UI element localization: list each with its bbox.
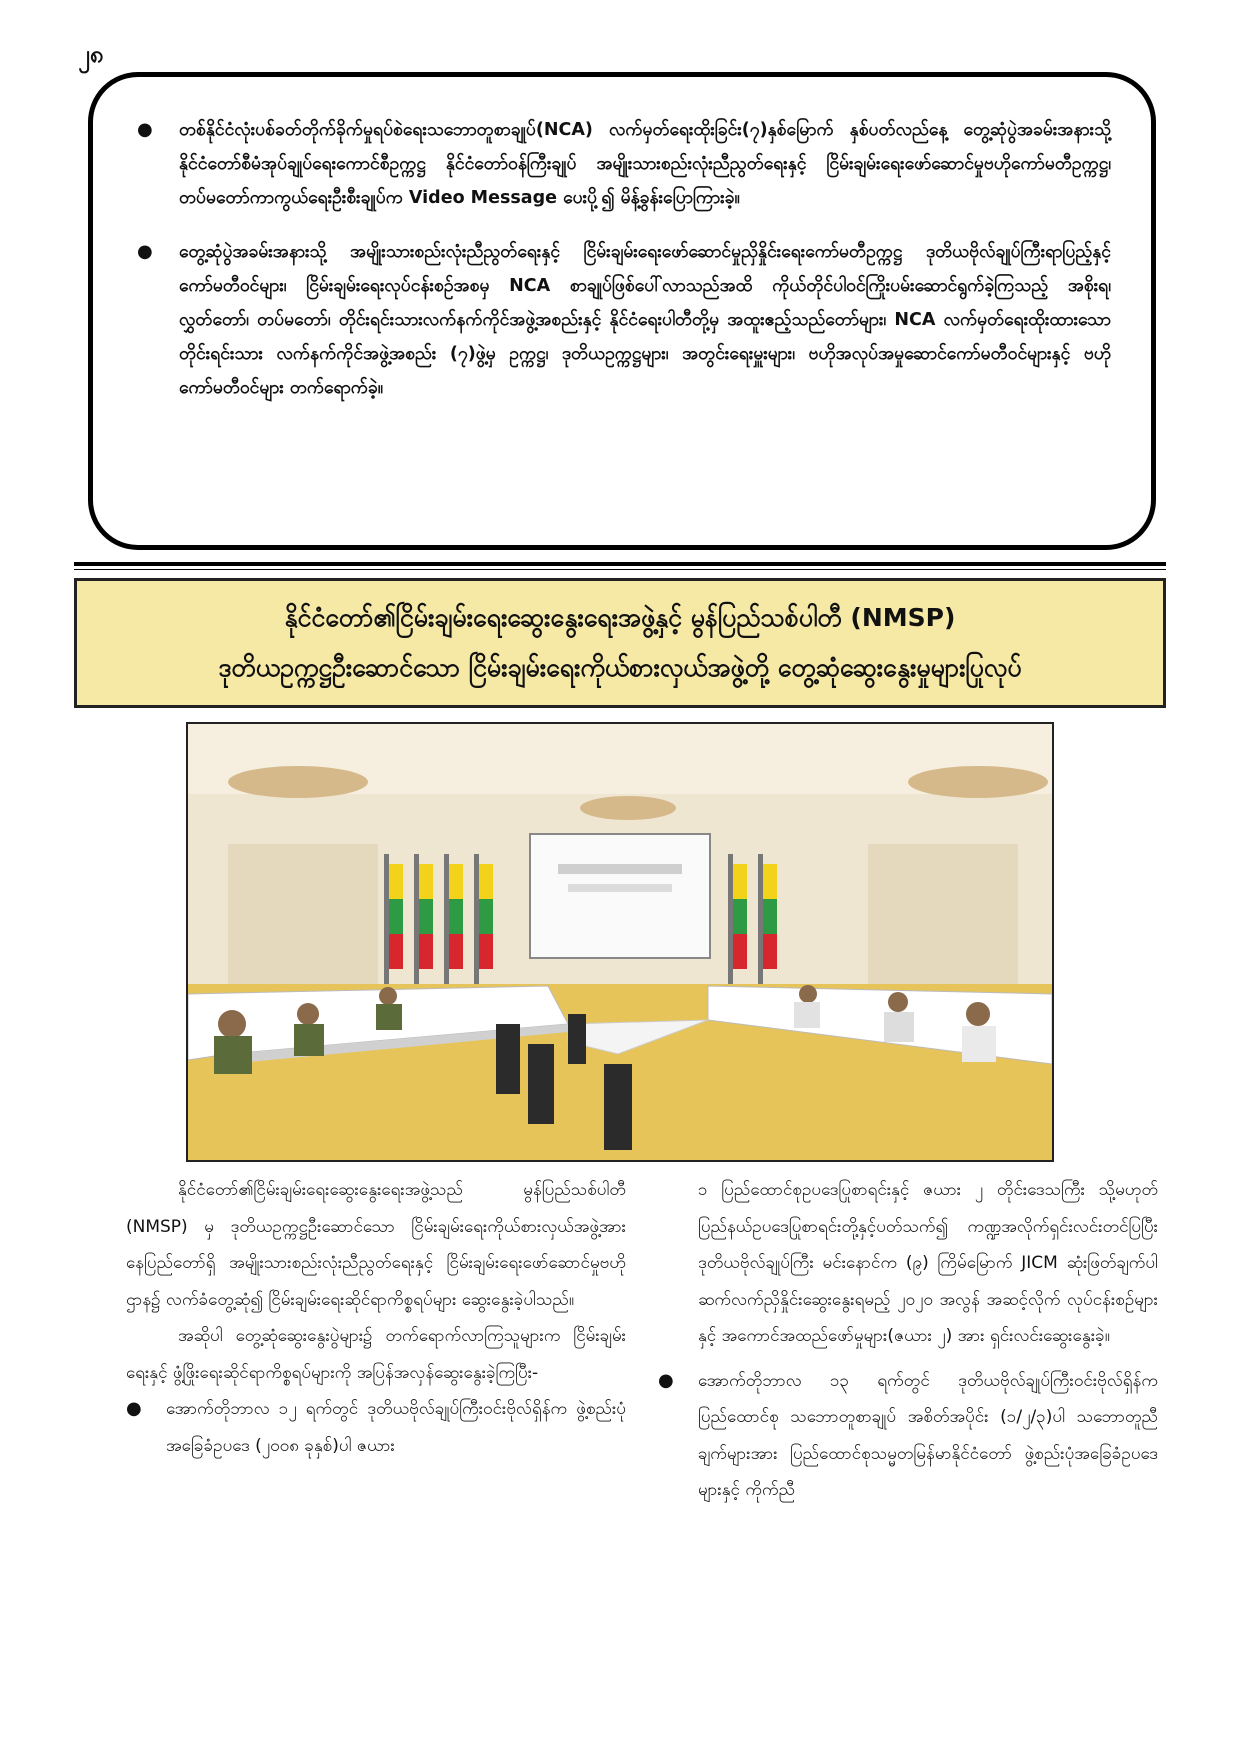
body-paragraph: နိုင်ငံတော်၏ငြိမ်းချမ်းရေးဆွေးနွေးရေးအဖွဲ့သည် မွန်ပြည်သစ်ပါတီ (NMSP) မှ ဒုတိယဥက္ကဋ္ဌဦးဆောင်သော ငြိမ်းချမ်းရေးကိုယ်စားလှယ်အဖွဲ့အား နေပြည်တော်ရှိ အမျိုးသားစည်းလုံးညီညွတ်ရေးနှင့် ငြိမ်းချမ်းရေးဖော်ဆောင်မှုဗဟိုဌာန၌ လက်ခံတွေ့ဆုံ၍ ငြိမ်းချမ်းရေးဆိုင်ရာကိစ္စရပ်များ ဆွေးနွေးခဲ့ပါသည်။ bbox=[126, 1180, 626, 1310]
meeting-room-photo-icon bbox=[188, 724, 1052, 1160]
body-bullet-continuation: ၁ ပြည်ထောင်စုဥပဒေပြုစာရင်းနှင့် ဇယား ၂ တိုင်းဒေသကြီး သို့မဟုတ် ပြည်နယ်ဥပဒေပြုစာရင်းတို့နှင့်ပတ်သက်၍ ကဏ္ဍအလိုက်ရှင်းလင်းတင်ပြပြီး ဒုတိယဗိုလ်ချုပ်ကြီး မင်းနောင်က (၉) ကြိမ်မြောက် JICM ဆုံးဖြတ်ချက်ပါ ဆက်လက်ညှိနှိုင်းဆွေးနွေးရမည့် ၂၀၂၀ အလွန် အဆင့်လိုက် လုပ်ငန်းစဉ်များနှင့် အကောင်အထည်ဖော်မှုများ(ဇယား ၂) အား ရှင်းလင်းဆွေးနွေးခဲ့။ bbox=[698, 1180, 1158, 1346]
divider-thin bbox=[74, 569, 1166, 570]
headline-line-2: ဒုတိယဥက္ကဋ္ဌဦးဆောင်သော ငြိမ်းချမ်းရေးကိုယ်စားလှယ်အဖွဲ့တို့ တွေ့ဆုံဆွေးနွေးမှုများပြုလုပ် bbox=[218, 653, 1022, 682]
summary-box bbox=[88, 72, 1156, 550]
body-column-left bbox=[126, 1172, 626, 1464]
summary-bullet: ● တစ်နိုင်ငံလုံးပစ်ခတ်တိုက်ခိုက်မှုရပ်စဲရေးသဘောတူစာချုပ်(NCA) လက်မှတ်ရေးထိုးခြင်း(၇)နှစ်မြောက် နှစ်ပတ်လည်နေ့ တွေ့ဆုံပွဲအခမ်းအနားသို့ နိုင်ငံတော်စီမံအုပ်ချုပ်ရေးကောင်စီဥက္ကဋ္ဌ နိုင်ငံတော်ဝန်ကြီးချုပ် အမျိုးသားစည်းလုံးညီညွတ်ရေးနှင့် ငြိမ်းချမ်းရေးဖော်ဆောင်မှုဗဟိုကော်မတီဥက္ကဋ္ဌ၊ တပ်မတော်ကာကွယ်ရေးဦးစီးချုပ်က Video Message ပေးပို့၍ မိန့်ခွန်းပြောကြားခဲ့။ bbox=[133, 113, 1111, 215]
headline-line-1: နိုင်ငံတော်၏ငြိမ်းချမ်းရေးဆွေးနွေးရေးအဖွဲ့နှင့် မွန်ပြည်သစ်ပါတီ (NMSP) bbox=[284, 603, 956, 632]
headline-box bbox=[74, 578, 1166, 708]
summary-list bbox=[133, 113, 1111, 405]
divider-thick bbox=[74, 562, 1166, 566]
summary-bullet: ● တွေ့ဆုံပွဲအခမ်းအနားသို့ အမျိုးသားစည်းလုံးညီညွတ်ရေးနှင့် ငြိမ်းချမ်းရေးဖော်ဆောင်မှုညှိနှိုင်းရေးကော်မတီဥက္ကဋ္ဌ ဒုတိယဗိုလ်ချုပ်ကြီးရာပြည့်နှင့် ကော်မတီဝင်များ၊ ငြိမ်းချမ်းရေးလုပ်ငန်းစဉ်အစမှ NCA စာချုပ်ဖြစ်ပေါ်လာသည်အထိ ကိုယ်တိုင်ပါဝင်ကြိုးပမ်းဆောင်ရွက်ခဲ့ကြသည့် အစိုးရ၊ လွှတ်တော်၊ တပ်မတော်၊ တိုင်းရင်းသားလက်နက်ကိုင်အဖွဲ့အစည်းနှင့် နိုင်ငံရေးပါတီတို့မှ အထူးဧည့်သည်တော်များ၊ NCA လက်မှတ်ရေးထိုးထားသော တိုင်းရင်းသား လက်နက်ကိုင်အဖွဲ့အစည်း (၇)ဖွဲ့မှ ဥက္ကဋ္ဌ၊ ဒုတိယဥက္ကဋ္ဌများ၊ အတွင်းရေးမှူးများ၊ ဗဟိုအလုပ်အမှုဆောင်ကော်မတီဝင်များနှင့် ဗဟိုကော်မတီဝင်များ တက်ရောက်ခဲ့။ bbox=[133, 235, 1111, 405]
body-bullet: ● အောက်တိုဘာလ ၁၂ ရက်တွင် ဒုတိယဗိုလ်ချုပ်ကြီးဝင်းဗိုလ်ရှိန်က ဖွဲ့စည်းပုံအခြေခံဥပဒေ (၂၀၀၈ ခုနှစ်)ပါ ဇယား bbox=[126, 1391, 626, 1464]
page-number: ၂၈ bbox=[78, 40, 104, 68]
body-paragraph: အဆိုပါ တွေ့ဆုံဆွေးနွေးပွဲများ၌ တက်ရောက်လာကြသူများက ငြိမ်းချမ်းရေးနှင့် ဖွံ့ဖြိုးရေးဆိုင်ရာကိစ္စရပ်များကို အပြန်အလှန်ဆွေးနွေးခဲ့ကြပြီး- bbox=[126, 1326, 626, 1383]
meeting-photo bbox=[186, 722, 1054, 1162]
body-column-right bbox=[658, 1172, 1158, 1509]
body-bullet: ● အောက်တိုဘာလ ၁၃ ရက်တွင် ဒုတိယဗိုလ်ချုပ်ကြီးဝင်းဗိုလ်ရှိန်က ပြည်ထောင်စု သဘောတူစာချုပ် အစိတ်အပိုင်း (၁/၂/၃)ပါ သဘောတူညီချက်များအား ပြည်ထောင်စုသမ္မတမြန်မာနိုင်ငံတော် ဖွဲ့စည်းပုံအခြေခံဥပဒေများနှင့် ကိုက်ညီ bbox=[658, 1363, 1158, 1509]
